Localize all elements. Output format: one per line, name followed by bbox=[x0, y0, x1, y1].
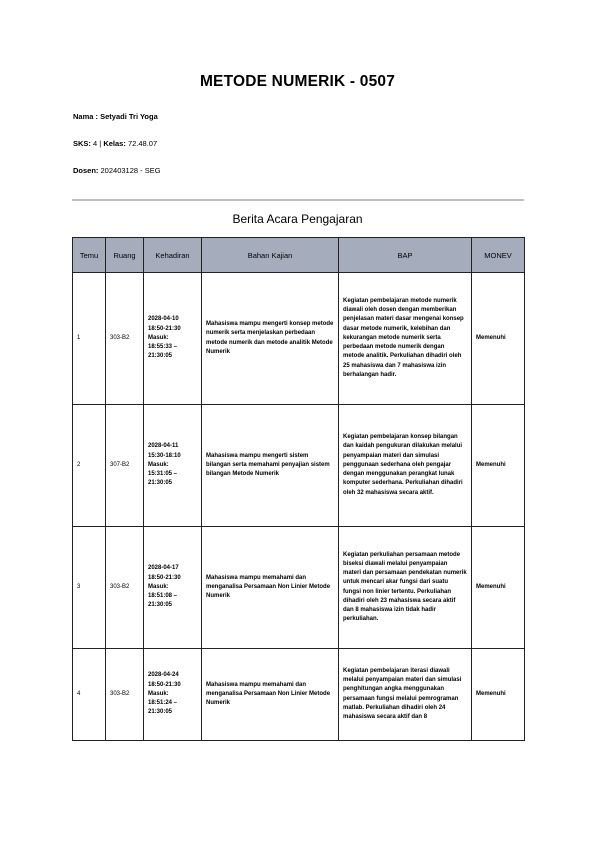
kehadiran-out: 21:30:05 bbox=[148, 709, 173, 716]
ruang-cell: 303-B2 bbox=[106, 273, 144, 405]
table-row bbox=[73, 649, 525, 741]
kehadiran-schedule: 18:50-21:30 bbox=[148, 681, 181, 688]
table-row bbox=[73, 273, 525, 405]
dosen-label: Dosen: bbox=[73, 166, 99, 175]
temu-cell: 3 bbox=[73, 527, 106, 649]
sks-value: 4 bbox=[93, 139, 98, 148]
kehadiran-date: 2028-04-17 bbox=[148, 565, 179, 572]
monev-cell: Memenuhi bbox=[472, 405, 525, 527]
monev-cell: Memenuhi bbox=[472, 649, 525, 741]
ruang-cell: 303-B2 bbox=[106, 527, 144, 649]
nama-line bbox=[73, 112, 158, 121]
table-row bbox=[73, 527, 525, 649]
kehadiran-cell bbox=[144, 273, 202, 405]
kehadiran-schedule: 15:30-18:10 bbox=[148, 452, 181, 459]
sks-kelas-line bbox=[73, 139, 157, 148]
nama-label: Nama : bbox=[73, 112, 99, 121]
kehadiran-in: 18:51:24 – bbox=[148, 700, 178, 707]
divider bbox=[72, 199, 524, 201]
bap-cell: Kegiatan pembelajaran konsep bilangan dan kaidah pengukuran dilakukan melalui penyampaian materi dan simulasi penggunaan sederhana oleh pengajar dengan menggunakan perangkat lunak komputer sederhana. Perkuliahan dihadiri oleh 32 mahasiswa secara aktif. bbox=[339, 405, 472, 527]
kehadiran-out: 21:30:05 bbox=[148, 353, 173, 360]
bap-table bbox=[72, 237, 525, 741]
kehadiran-masuk-label: Masuk: bbox=[148, 583, 169, 590]
bap-cell: Kegiatan pembelajaran iterasi diawali melalui penyampaian materi dan simulasi penghitungan angka menggunakan persamaan fungsi melalui pemrograman matlab. Perkuliahan dihadiri oleh 24 mahasiswa secara aktif dan 8 bbox=[339, 649, 472, 741]
header-kehadiran: Kehadiran bbox=[144, 238, 202, 273]
table-header-row bbox=[73, 238, 525, 273]
kehadiran-out: 21:30:05 bbox=[148, 602, 173, 609]
kehadiran-schedule: 18:50-21:30 bbox=[148, 325, 181, 332]
kehadiran-masuk-label: Masuk: bbox=[148, 334, 169, 341]
kehadiran-in: 18:51:08 – bbox=[148, 593, 178, 600]
kehadiran-cell bbox=[144, 649, 202, 741]
separator: | bbox=[99, 139, 102, 148]
temu-cell: 4 bbox=[73, 649, 106, 741]
sks-label: SKS: bbox=[73, 139, 91, 148]
nama-value: Setyadi Tri Yoga bbox=[100, 112, 158, 121]
kelas-value: 72.48.07 bbox=[127, 139, 158, 148]
bahan-kajian-cell: Mahasiswa mampu mengerti sistem bilangan serta memahami penyajian sistem bilangan Metode Numerik bbox=[202, 405, 339, 527]
bap-cell: Kegiatan pembelajaran metode numerik diawali oleh dosen dengan memberikan penjelasan materi dasar mengenai konsep dasar metode numerik, kelebihan dan kekurangan metode numerik serta perbedaan metode numerik dengan metode analitik. Perkuliahan dihadiri oleh 25 mahasiswa dan 7 mahasiswa izin berhalangan hadir. bbox=[339, 273, 472, 405]
kehadiran-out: 21:30:05 bbox=[148, 480, 173, 487]
kehadiran-cell bbox=[144, 405, 202, 527]
monev-cell: Memenuhi bbox=[472, 527, 525, 649]
kehadiran-date: 2028-04-10 bbox=[148, 316, 179, 323]
table-row bbox=[73, 405, 525, 527]
header-bap: BAP bbox=[339, 238, 472, 273]
section-title: Berita Acara Pengajaran bbox=[232, 212, 363, 226]
monev-cell: Memenuhi bbox=[472, 273, 525, 405]
kehadiran-masuk-label: Masuk: bbox=[148, 461, 169, 468]
kelas-label: Kelas: bbox=[103, 139, 126, 148]
kehadiran-in: 15:31:05 – bbox=[148, 471, 178, 478]
bahan-kajian-cell: Mahasiswa mampu memahami dan menganalisa Persamaan Non Linier Metode Numerik bbox=[202, 649, 339, 741]
bahan-kajian-cell: Mahasiswa mampu memahami dan menganalisa Persamaan Non Linier Metode Numerik bbox=[202, 527, 339, 649]
temu-cell: 2 bbox=[73, 405, 106, 527]
kehadiran-schedule: 18:50-21:30 bbox=[148, 574, 181, 581]
kehadiran-cell bbox=[144, 527, 202, 649]
bahan-kajian-cell: Mahasiswa mampu mengerti konsep metode numerik serta menjelaskan perbedaan metode numerik dan metode analitik Metode Numerik bbox=[202, 273, 339, 405]
header-monev: MONEV bbox=[472, 238, 525, 273]
header-bahan-kajian: Bahan Kajian bbox=[202, 238, 339, 273]
header-ruang: Ruang bbox=[106, 238, 144, 273]
dosen-line bbox=[73, 166, 161, 175]
header-temu: Temu bbox=[73, 238, 106, 273]
kehadiran-in: 18:55:33 – bbox=[148, 344, 178, 351]
bap-cell: Kegiatan perkuliahan persamaan metode biseksi diawali melalui penyampaian materi dan persamaan pendekatan numerik untuk mencari akar fungsi dari suatu fungsi non linier tertentu. Perkuliahan dihadiri oleh 23 mahasiswa secara aktif dan 8 mahasiswa izin tidak hadir perkuliahan. bbox=[339, 527, 472, 649]
dosen-value: 202403128 - SEG bbox=[100, 166, 161, 175]
ruang-cell: 303-B2 bbox=[106, 649, 144, 741]
kehadiran-date: 2028-04-24 bbox=[148, 672, 179, 679]
kehadiran-date: 2028-04-11 bbox=[148, 443, 179, 450]
ruang-cell: 307-B2 bbox=[106, 405, 144, 527]
kehadiran-masuk-label: Masuk: bbox=[148, 690, 169, 697]
temu-cell: 1 bbox=[73, 273, 106, 405]
document-title: METODE NUMERIK - 0507 bbox=[199, 73, 396, 90]
